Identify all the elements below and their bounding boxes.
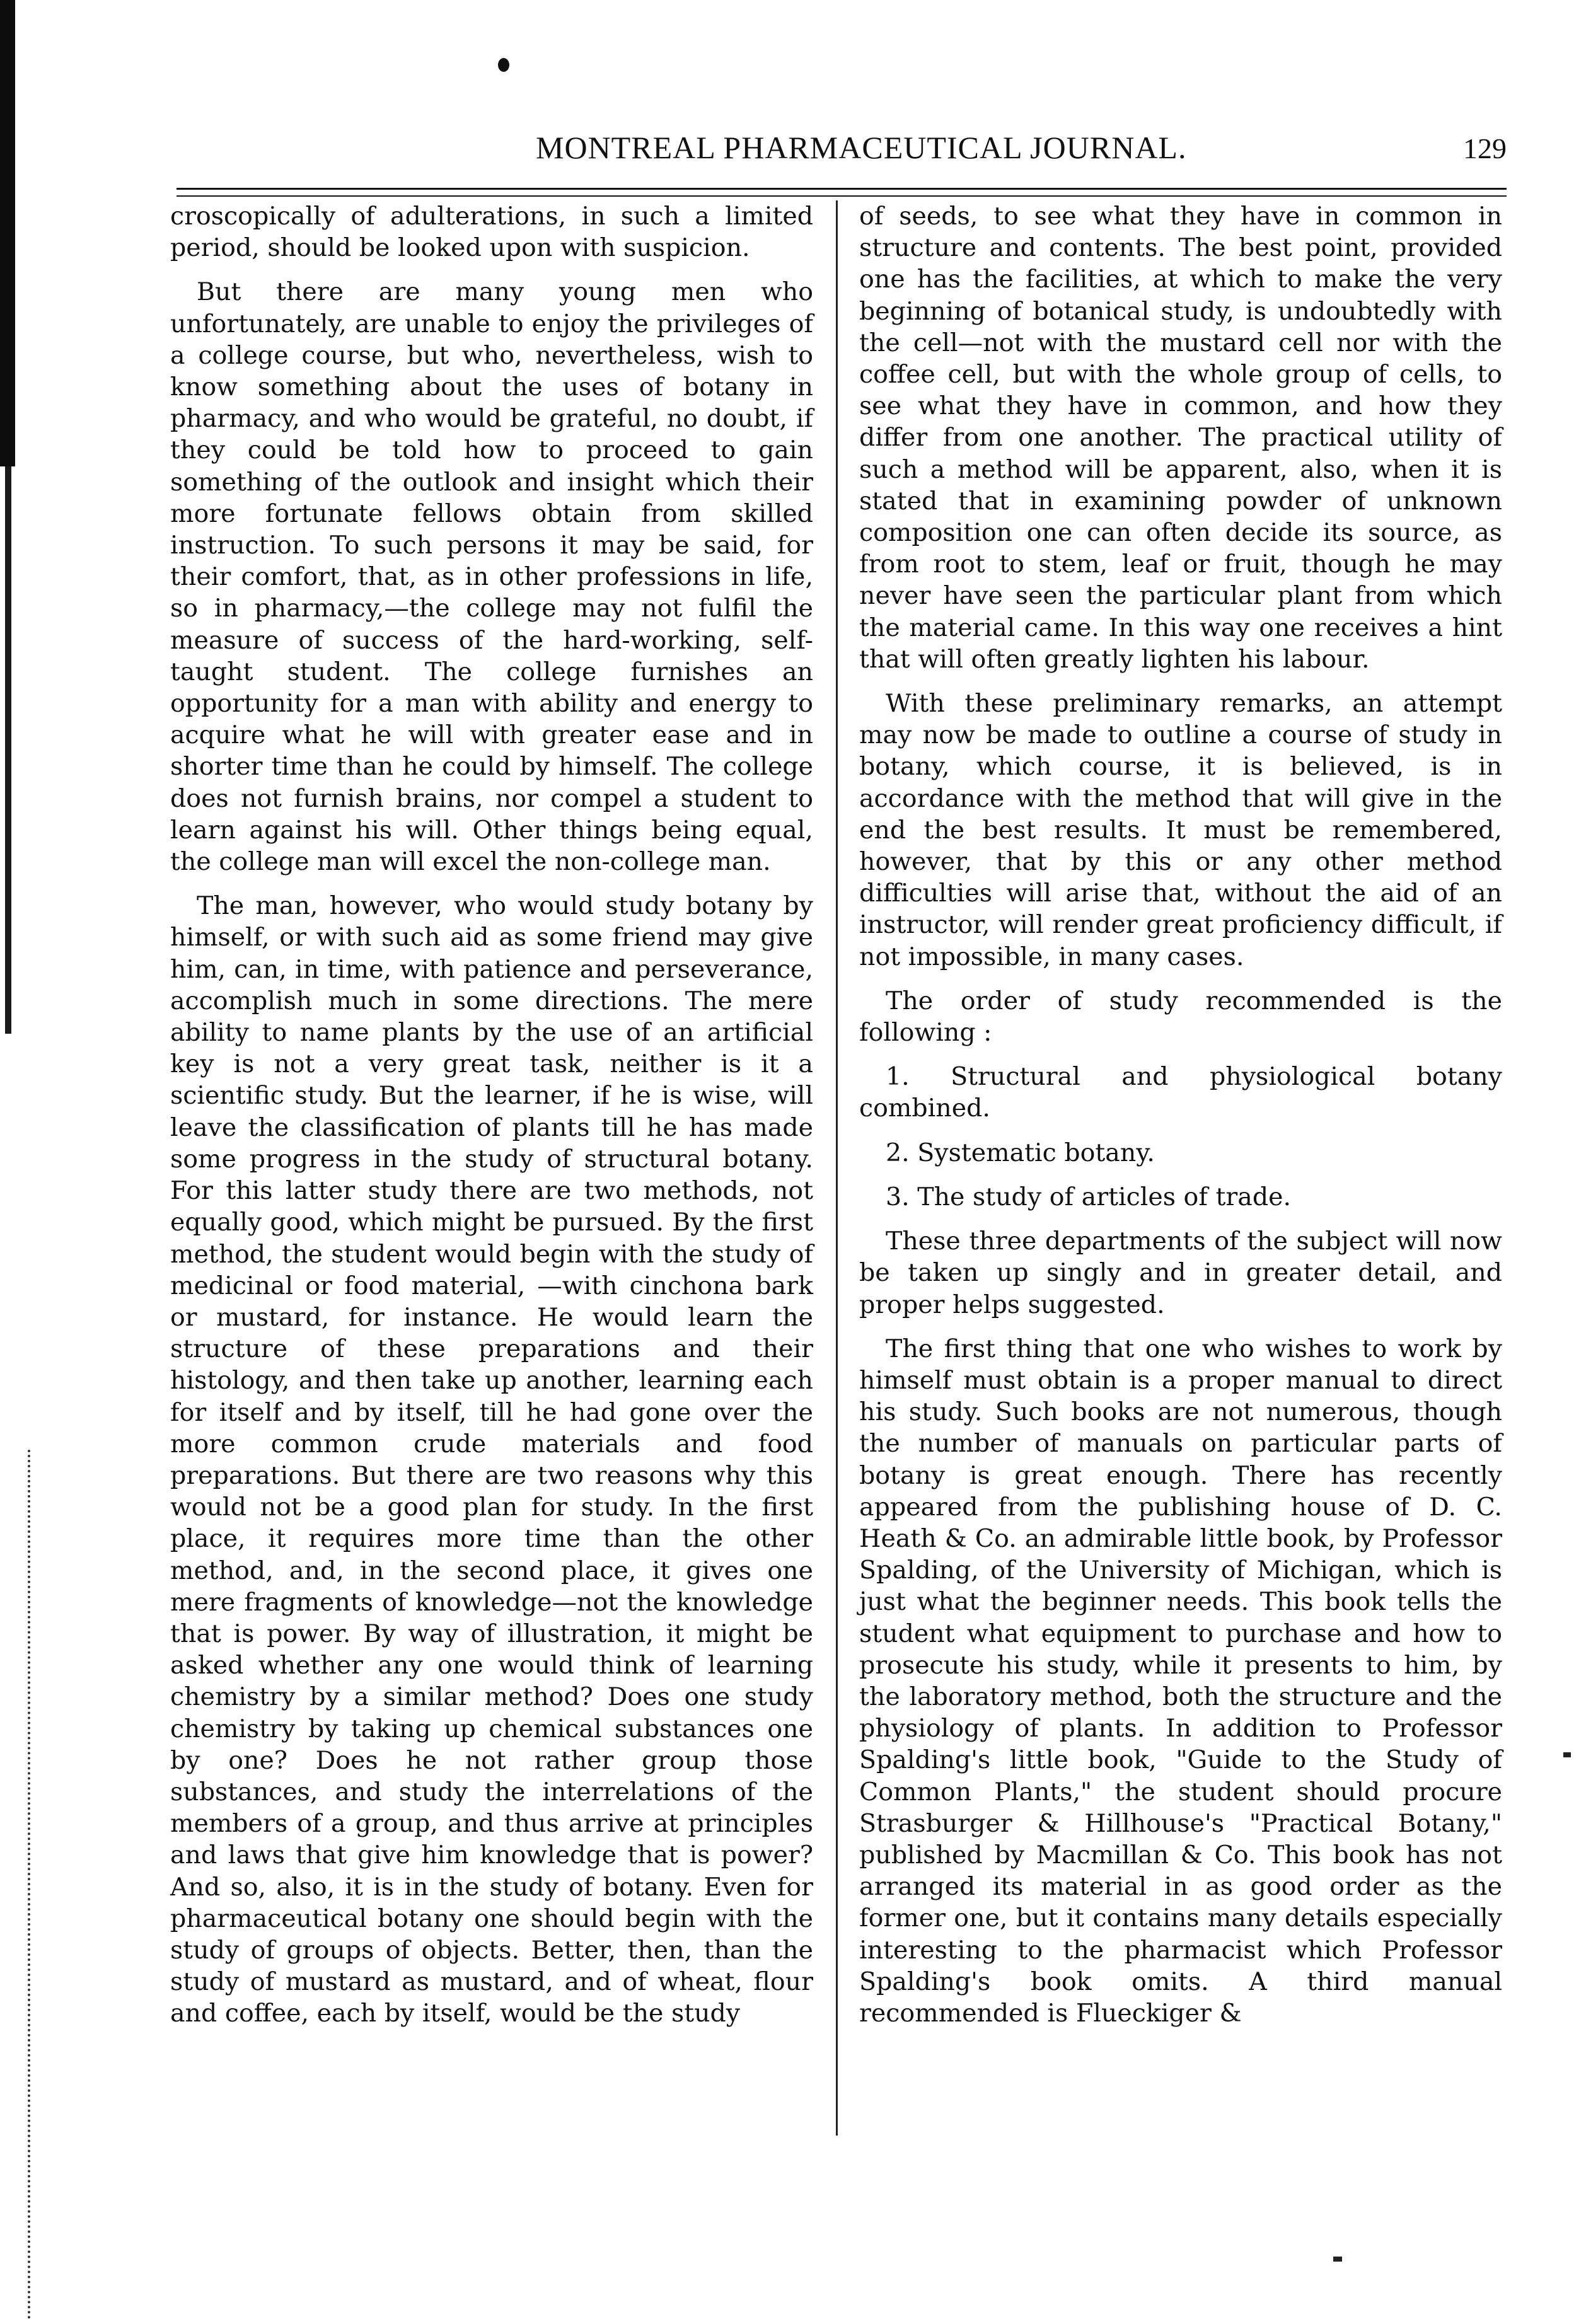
page-binding-edge xyxy=(0,0,15,466)
running-head: MONTREAL PHARMACEUTICAL JOURNAL. xyxy=(536,130,1187,165)
paragraph: The order of study recommended is the following : xyxy=(859,986,1502,1048)
header-rule xyxy=(177,188,1507,197)
paragraph: The first thing that one who wishes to work by himself must obtain is a proper manual to direct his study. Such books are not numerous, though the number of manuals on particular parts of botany is great enough. There has recently appeared from the publishing house of D. C. Heath & Co. an admirable little book, by Professor Spalding, of the University of Michigan, which is just what the beginner needs. This book tells the student what equipment to purchase and how to prosecute his study, while it presents to him, by the laboratory method, both the structure and the physiology of plants. In addition to Professor Spalding's little book, "Guide to the Study of Common Plants," the student should procure Strasburger & Hillhouse's "Practical Botany," published by Macmillan & Co. This book has not arranged its material in as good order as the former one, but it contains many details especially interesting to the pharmacist which Professor Spalding's book omits. A third manual recommended is Flueckiger & xyxy=(859,1334,1502,2028)
right-column xyxy=(859,200,1502,2042)
left-column xyxy=(170,200,813,2042)
paragraph: of seeds, to see what they have in common in structure and contents. The best point, provided one has the facilities, at which to make the very beginning of botanical study, is undoubtedly with the cell—not with the mustard cell nor with the coffee cell, but with the whole group of cells, to see what they have in common, and how they differ from one another. The practical utility of such a method will be apparent, also, when it is stated that in examining powder of unknown composition one can often decide its source, as from root to stem, leaf or fruit, though he may never have seen the particular plant from which the material came. In this way one receives a hint that will often greatly lighten his labour. xyxy=(859,202,1502,674)
margin-marks xyxy=(28,1450,34,2320)
paragraph: These three departments of the subject will now be taken up singly and in greater detail, and proper helps suggested. xyxy=(859,1227,1502,1319)
paragraph: With these preliminary remarks, an attempt may now be made to outline a course of study in botany, which course, it is believed, is in accordance with the method that will give in the end the best results. It must be remembered, however, that by this or any other method difficulties will arise that, without the aid of an instructor, will render great proficiency difficult, if not impossible, in many cases. xyxy=(859,689,1502,971)
paragraph: But there are many young men who unfortunately, are unable to enjoy the privileges of a college course, but who, nevertheless, wish to know something about the uses of botany in pharmacy, and who would be grateful, no doubt, if they could be told how to proceed to gain something of the outlook and insight which their more fortunate fellows obtain from skilled instruction. To such persons it may be said, for their comfort, that, as in other professions in life, so in pharmacy,—the college may not fulfil the measure of success of the hard-working, self-taught student. The college furnishes an opportunity for a man with ability and energy to acquire what he will with greater ease and in shorter time than he could by himself. The college does not furnish brains, nor compel a student to learn against his will. Other things being equal, the college man will excel the non-college man. xyxy=(170,277,813,877)
list-item: 1. Structural and physiological botany combined. xyxy=(859,1062,1502,1123)
paragraph: croscopically of adulterations, in such a limited period, should be looked upon with suspicion. xyxy=(170,202,813,263)
list-item: 2. Systematic botany. xyxy=(886,1138,1155,1167)
page-binding-shadow xyxy=(5,466,11,1034)
paragraph: The man, however, who would study botany by himself, or with such aid as some friend may give him, can, in time, with patience and perseverance, accomplish much in some directions. The mere ability to name plants by the use of an artificial key is not a very great task, neither is it a scientific study. But the learner, if he is wise, will leave the classification of plants till he has made some progress in the study of structural botany. For this latter study there are two methods, not equally good, which might be pursued. By the first method, the student would begin with the study of medicinal or food material, —with cinchona bark or mustard, for instance. He would learn the structure of these preparations and their histology, and then take up another, learning each for itself and by itself, till he had gone over the more common crude materials and food preparations. But there are two reasons why this would not be a good plan for study. In the first place, it requires more time than the other method, and, in the second place, it gives one mere fragments of knowledge—not the knowledge that is power. By way of illustration, it might be asked whether any one would think of learning chemistry by a similar method? Does one study chemistry by taking up chemical substances one by one? Does he not rather group those substances, and study the interrelations of the members of a group, and thus arrive at principles and laws that give him knowledge that is power? And so, also, it is in the study of botany. Even for pharmaceutical botany one should begin with the study of groups of objects. Better, then, than the study of mustard as mustard, and of wheat, flour and coffee, each by itself, would be the study xyxy=(170,891,813,2028)
page-number: 129 xyxy=(1463,132,1507,165)
print-speck xyxy=(1333,2257,1342,2262)
list-item: 3. The study of articles of trade. xyxy=(886,1182,1292,1211)
page-header xyxy=(177,129,1507,173)
column-divider xyxy=(836,200,838,2136)
ink-dot xyxy=(498,58,509,72)
print-speck xyxy=(1563,1752,1571,1757)
